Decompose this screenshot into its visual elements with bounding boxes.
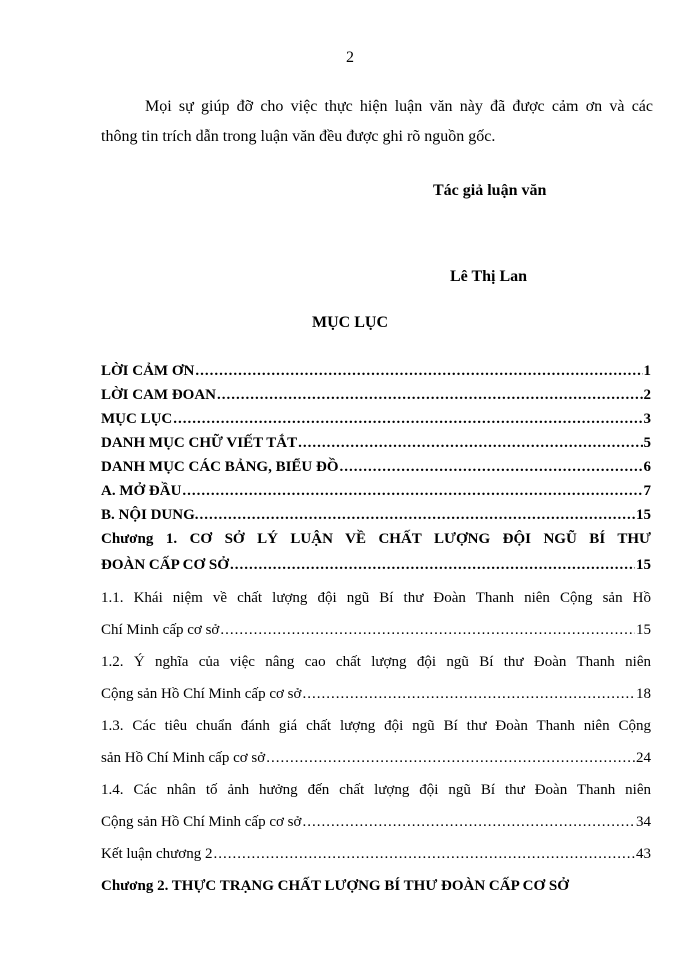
toc-entry-page: 1	[643, 363, 651, 379]
toc-entry-1-4-line2[interactable]	[101, 808, 651, 840]
commitment-line: thông tin trích dẫn trong luận văn đều được ghi rõ nguồn gốc.	[101, 128, 496, 145]
toc-leader	[340, 456, 643, 478]
toc-leader	[302, 808, 635, 836]
toc-entry[interactable]	[101, 432, 651, 456]
toc-leader	[213, 840, 635, 868]
toc-entry-1-1-line1[interactable]	[101, 584, 651, 616]
toc-entry-page: 3	[643, 411, 651, 427]
toc-entry-label: DANH MỤC CHỮ VIẾT TẮT	[101, 435, 298, 451]
toc-entry-page: 24	[636, 750, 651, 766]
toc-entry-1-3-line2[interactable]	[101, 744, 651, 776]
toc-entry[interactable]	[101, 360, 651, 384]
toc-entry-chapter-1-line2[interactable]	[101, 554, 651, 584]
toc-entry-page: 15	[636, 622, 651, 638]
toc-entry-1-4-line1[interactable]	[101, 776, 651, 808]
toc-entry-1-1-line2[interactable]	[101, 616, 651, 648]
toc-leader	[298, 432, 642, 454]
toc-entry-label: Kết luận chương 2	[101, 846, 213, 862]
toc-entry-page: 15	[636, 557, 651, 573]
toc-entry-page: 18	[636, 686, 651, 702]
toc-entry-label: 1.2. Ý nghĩa của việc nâng cao chất lượng đội ngũ Bí thư Đoàn Thanh niên	[101, 654, 651, 670]
toc-leader	[217, 384, 643, 406]
toc-entry-label: 1.4. Các nhân tố ảnh hưởng đến chất lượng đội ngũ Bí thư Đoàn Thanh niên	[101, 782, 651, 798]
toc-entry-conclusion[interactable]	[101, 840, 651, 872]
toc-entry-label: LỜI CẢM ƠN	[101, 363, 195, 379]
toc-entry-page: 6	[643, 459, 651, 475]
toc-entry-label: Chương 1. CƠ SỞ LÝ LUẬN VỀ CHẤT LƯỢNG ĐỘI NGŨ BÍ THƯ	[101, 531, 651, 547]
toc-entry-page: 34	[636, 814, 651, 830]
toc-entry-label: ĐOÀN CẤP CƠ SỞ	[101, 557, 229, 573]
toc-leader	[195, 360, 642, 382]
toc-entry-chapter-2[interactable]	[101, 872, 651, 904]
toc-entry[interactable]	[101, 408, 651, 432]
toc-entry-label: DANH MỤC CÁC BẢNG, BIỂU ĐỒ	[101, 459, 339, 475]
toc-entry-page: 2	[643, 387, 651, 403]
toc-leader	[173, 408, 642, 430]
toc-entry-1-2-line2[interactable]	[101, 680, 651, 712]
toc-entry-label: MỤC LỤC	[101, 411, 173, 427]
toc-leader	[302, 680, 635, 708]
toc-entry[interactable]	[101, 480, 651, 504]
toc-entry-1-2-line1[interactable]	[101, 648, 651, 680]
toc-title: MỤC LỤC	[312, 314, 388, 331]
toc-leader	[230, 554, 635, 576]
page-number: 2	[346, 49, 354, 66]
toc-leader	[220, 616, 635, 644]
author-name: Lê Thị Lan	[450, 268, 528, 285]
toc-entry-page: 43	[636, 846, 651, 862]
toc-entry-label: Chí Minh cấp cơ sở	[101, 622, 220, 638]
toc-entry-chapter-1-line1[interactable]	[101, 528, 651, 554]
toc-leader	[182, 480, 642, 502]
toc-entry[interactable]	[101, 504, 651, 528]
commitment-paragraph	[101, 96, 653, 156]
toc-leader	[200, 504, 635, 526]
author-role: Tác giả luận văn	[433, 182, 547, 199]
toc-entry[interactable]	[101, 456, 651, 480]
table-of-contents	[101, 360, 651, 904]
toc-entry-label: 1.3. Các tiêu chuẩn đánh giá chất lượng đội ngũ Bí thư Đoàn Thanh niên Cộng	[101, 718, 651, 734]
toc-entry-page: 5	[643, 435, 651, 451]
toc-leader	[266, 744, 635, 772]
toc-entry[interactable]	[101, 384, 651, 408]
toc-entry-label: A. MỞ ĐẦU	[101, 483, 182, 499]
toc-entry-label: B. NỘI DUNG.	[101, 507, 199, 523]
toc-entry-label: 1.1. Khái niệm về chất lượng đội ngũ Bí thư Đoàn Thanh niên Cộng sản Hồ	[101, 590, 651, 606]
toc-entry-label: Chương 2. THỰC TRẠNG CHẤT LƯỢNG BÍ THƯ ĐOÀN CẤP CƠ SỞ	[101, 878, 569, 894]
toc-entry-label: sản Hồ Chí Minh cấp cơ sở	[101, 750, 266, 766]
toc-entry-1-3-line1[interactable]	[101, 712, 651, 744]
toc-entry-label: Cộng sản Hồ Chí Minh cấp cơ sở	[101, 686, 302, 702]
toc-entry-label: LỜI CAM ĐOAN	[101, 387, 216, 403]
toc-entry-page: 15	[636, 507, 651, 523]
toc-entry-page: 7	[643, 483, 651, 499]
commitment-line: Mọi sự giúp đỡ cho việc thực hiện luận văn này đã được cảm ơn và các	[145, 98, 653, 115]
toc-entry-label: Cộng sản Hồ Chí Minh cấp cơ sở	[101, 814, 302, 830]
